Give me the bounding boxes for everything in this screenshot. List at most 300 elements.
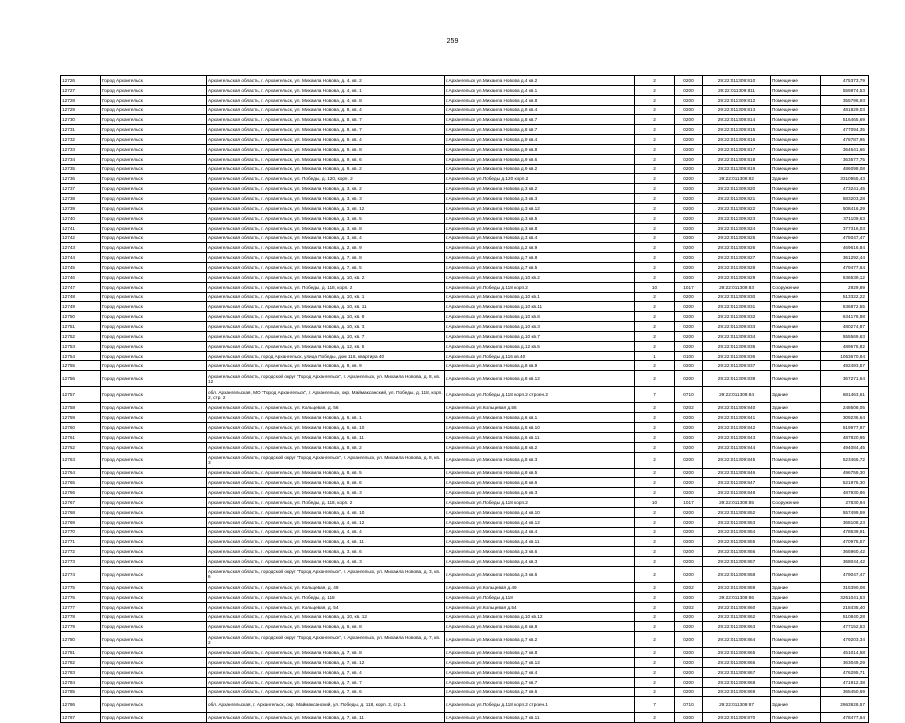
address: Архангельская область, г. Архангельск, ул. Михаила Новова, д. 8, кв. 5	[207, 468, 445, 478]
table-row	[61, 413, 869, 423]
cadastral-value: 3261041,53	[821, 592, 869, 602]
cadastral-number: 29:22:011309:824	[703, 223, 771, 233]
type-code: 0200	[675, 184, 703, 194]
cadastral-number: 29:22:011309:811	[703, 85, 771, 95]
type-code: 0202	[675, 582, 703, 592]
table-row	[61, 95, 869, 105]
cadastral-number: 29:22:011309:858	[703, 566, 771, 582]
address: Архангельская область, г. Архангельск, ул. Михаила Новова, д. 4, кв. 4	[207, 527, 445, 537]
row-number: 12738	[61, 194, 101, 204]
object-type: Помещение	[771, 223, 821, 233]
municipality: Город Архангельск	[101, 184, 207, 194]
short-address: г.Архангельск ул.Михаила Новова д.4 кв.3	[445, 557, 635, 567]
short-address: г.Архангельск ул.Михаила Новова д.12 кв.5	[445, 341, 635, 351]
cadastral-value: 361292,44	[821, 253, 869, 263]
table-row	[61, 135, 869, 145]
cadastral-number: 29:22:011309:842	[703, 423, 771, 433]
municipality: Город Архангельск	[101, 135, 207, 145]
short-address: г.Архангельск ул.Победы д.118	[445, 592, 635, 602]
row-number: 12787	[61, 713, 101, 723]
municipality: Город Архангельск	[101, 233, 207, 243]
row-number: 12732	[61, 135, 101, 145]
municipality: Город Архангельск	[101, 566, 207, 582]
municipality: Город Архангельск	[101, 351, 207, 361]
address: Архангельская область, г. Архангельск, ул. Михаила Новова, д. 10, кв. 11	[207, 302, 445, 312]
object-type: Помещение	[771, 677, 821, 687]
municipality: Город Архангельск	[101, 144, 207, 154]
row-number: 12740	[61, 213, 101, 223]
short-address: г.Архангельск ул.Победы д.118 корп.2 строен.1	[445, 697, 635, 713]
cadastral-number: 29:22:011309:813	[703, 105, 771, 115]
type-code: 1017	[675, 498, 703, 508]
cadastral-value: 557499,59	[821, 507, 869, 517]
municipality: Город Архангельск	[101, 557, 207, 567]
address: Архангельская область, г. Архангельск, ул. Михаила Новова, д. 7, кв. 4	[207, 667, 445, 677]
municipality: Город Архангельск	[101, 115, 207, 125]
object-type: Помещение	[771, 233, 821, 243]
municipality: Город Архангельск	[101, 687, 207, 697]
address: Архангельская область, г. Архангельск, ул. Михаила Новова, д. 9, кв. 6	[207, 154, 445, 164]
short-address: г.Архангельск ул.Михаила Новова д.3 кв.4	[445, 233, 635, 243]
cadastral-number: 29:22:011309:853	[703, 517, 771, 527]
short-address: г.Архангельск ул.Михаила Новова д.9 кв.8	[445, 144, 635, 154]
object-type: Помещение	[771, 105, 821, 115]
object-type: Здание	[771, 582, 821, 592]
table-row	[61, 527, 869, 537]
address: Архангельская область, городской округ "Город Архангельск", г. Архангельск, ул. Михаила Новова, д. 8, кв. 3	[207, 452, 445, 468]
cadastral-value: 309236,64	[821, 413, 869, 423]
object-type: Помещение	[771, 452, 821, 468]
object-type: Помещение	[771, 263, 821, 273]
cadastral-value: 27830,94	[821, 498, 869, 508]
object-type: Помещение	[771, 566, 821, 582]
table-row	[61, 125, 869, 135]
table-row	[61, 144, 869, 154]
short-address: г.Архангельск ул.Михаила Новова д.7 кв.8	[445, 253, 635, 263]
cadastral-value: 634178,98	[821, 312, 869, 322]
municipality: Город Архангельск	[101, 697, 207, 713]
address: Архангельская область, г. Архангельск, ул. Михаила Новова, д. 4, кв. 2	[207, 76, 445, 86]
cadastral-value: 536872,55	[821, 302, 869, 312]
cadastral-number: 29:22:011309:820	[703, 184, 771, 194]
type-code: 0200	[675, 478, 703, 488]
type-code: 0200	[675, 253, 703, 263]
cadastral-number: 29:22:011309:817	[703, 144, 771, 154]
cadastral-value: 486098,08	[821, 164, 869, 174]
short-address: г.Архангельск ул.Михаила Новова д.8 кв.2	[445, 442, 635, 452]
table-row	[61, 115, 869, 125]
cadastral-number: 29:22:011309:840	[703, 403, 771, 413]
group-code: 2	[635, 361, 675, 371]
type-code: 0200	[675, 361, 703, 371]
short-address: г.Архангельск ул.Кольцевая д.56	[445, 403, 635, 413]
object-type: Помещение	[771, 331, 821, 341]
group-code: 2	[635, 557, 675, 567]
cadastral-number: 29:22:011309:812	[703, 95, 771, 105]
cadastral-value: 368108,23	[821, 517, 869, 527]
type-code: 0200	[675, 537, 703, 547]
row-number: 12733	[61, 144, 101, 154]
group-code: 2	[635, 233, 675, 243]
type-code: 0200	[675, 85, 703, 95]
address: Архангельская область, г. Архангельск, ул. Михаила Новова, д. 8, кв. 6	[207, 478, 445, 488]
municipality: Город Архангельск	[101, 213, 207, 223]
group-code: 2	[635, 322, 675, 332]
row-number: 12783	[61, 667, 101, 677]
address: Архангельская область, г. Архангельск, ул. Михаила Новова, д. 9, кв. 4	[207, 135, 445, 145]
municipality: Город Архангельск	[101, 371, 207, 387]
group-code: 2	[635, 213, 675, 223]
group-code: 10	[635, 498, 675, 508]
group-code: 2	[635, 452, 675, 468]
object-type: Помещение	[771, 648, 821, 658]
object-type: Помещение	[771, 213, 821, 223]
type-code: 1017	[675, 282, 703, 292]
row-number: 12729	[61, 105, 101, 115]
table-row	[61, 76, 869, 86]
table-row	[61, 423, 869, 433]
short-address: г.Архангельск ул.Победы д.116 кв.40	[445, 351, 635, 361]
group-code: 2	[635, 622, 675, 632]
group-code: 2	[635, 677, 675, 687]
group-code: 2	[635, 547, 675, 557]
address: Архангельская область, г. Архангельск, ул. Михаила Новова, д. 2, кв. 9	[207, 243, 445, 253]
cadastral-number: 29:22:011309:823	[703, 213, 771, 223]
table-row	[61, 223, 869, 233]
table-row	[61, 361, 869, 371]
table-row	[61, 302, 869, 312]
object-type: Помещение	[771, 95, 821, 105]
row-number: 12737	[61, 184, 101, 194]
short-address: г.Архангельск ул.Михаила Новова д.4 кв.12	[445, 517, 635, 527]
row-number: 12728	[61, 95, 101, 105]
cadastral-number: 29:22:011309:810	[703, 76, 771, 86]
type-code: 0200	[675, 302, 703, 312]
object-type: Помещение	[771, 292, 821, 302]
cadastral-number: 29:22:011309:816	[703, 135, 771, 145]
table-row	[61, 341, 869, 351]
row-number: 12763	[61, 452, 101, 468]
cadastral-value: 355796,93	[821, 95, 869, 105]
type-code: 0200	[675, 341, 703, 351]
table-row	[61, 667, 869, 677]
short-address: г.Архангельск ул.Михаила Новова д.8 кв.5	[445, 468, 635, 478]
type-code: 0200	[675, 622, 703, 632]
short-address: г.Архангельск ул.Михаила Новова д.10 кв.12	[445, 612, 635, 622]
address: Архангельская область, г. Архангельск, ул. Михаила Новова, д. 7, кв. 12	[207, 658, 445, 668]
short-address: г.Архангельск ул.Михаила Новова д.8 кв.9	[445, 361, 635, 371]
table-row	[61, 331, 869, 341]
short-address: г.Архангельск ул.Михаила Новова д.3 кв.2	[445, 184, 635, 194]
short-address: г.Архангельск ул.Михаила Новова д.9 кв.4	[445, 135, 635, 145]
type-code: 0202	[675, 602, 703, 612]
address: Архангельская область, г. Архангельск, ул. Михаила Новова, д. 3, кв. 3	[207, 194, 445, 204]
municipality: Город Архангельск	[101, 302, 207, 312]
object-type: Помещение	[771, 442, 821, 452]
municipality: Город Архангельск	[101, 413, 207, 423]
short-address: г.Архангельск ул.Победы д.118 корп.2 строен.2	[445, 387, 635, 403]
municipality: Город Архангельск	[101, 125, 207, 135]
row-number: 12748	[61, 292, 101, 302]
address: Архангельская область, г. Архангельск, ул. Победы, д. 118, корп. 2	[207, 498, 445, 508]
address: Архангельская область, г. Архангельск, ул. Михаила Новова, д. 9, кв. 8	[207, 144, 445, 154]
group-code: 2	[635, 154, 675, 164]
table-row	[61, 547, 869, 557]
municipality: Город Архангельск	[101, 713, 207, 723]
cadastral-value: 371109,63	[821, 213, 869, 223]
type-code: 0200	[675, 76, 703, 86]
table-row	[61, 233, 869, 243]
row-number: 12771	[61, 537, 101, 547]
short-address: г.Архангельск ул.Михаила Новова д.10 кв.11	[445, 302, 635, 312]
short-address: г.Архангельск ул.Михаила Новова д.10 кв.7	[445, 331, 635, 341]
municipality: Город Архангельск	[101, 537, 207, 547]
short-address: г.Архангельск ул.Михаила Новова д.10 кв.8	[445, 312, 635, 322]
short-address: г.Архангельск ул.Михаила Новова д.7 кв.8	[445, 648, 635, 658]
cadastral-number: 29:22:011309:833	[703, 322, 771, 332]
type-code: 0200	[675, 164, 703, 174]
type-code: 0200	[675, 174, 703, 184]
cadastral-number: 29:22:011309:839	[703, 371, 771, 387]
group-code: 2	[635, 144, 675, 154]
address: обл. Архангельская, г. Архангельск, окр. Маймаксанский, ул. Победы, д. 118, корп. 2, стр. 1	[207, 697, 445, 713]
table-row	[61, 272, 869, 282]
cadastral-value: 365450,69	[821, 687, 869, 697]
row-number: 12786	[61, 697, 101, 713]
row-number: 12743	[61, 243, 101, 253]
row-number: 12782	[61, 658, 101, 668]
type-code: 0202	[675, 403, 703, 413]
cadastral-value: 364641,66	[821, 144, 869, 154]
type-code: 0710	[675, 387, 703, 403]
municipality: Город Архангельск	[101, 517, 207, 527]
cadastral-value: 477094,35	[821, 125, 869, 135]
cadastral-value: 218435,40	[821, 602, 869, 612]
cadastral-number: 29:22:011309:863	[703, 622, 771, 632]
address: Архангельская область, г. Архангельск, ул. Михаила Новова, д. 8, кв. 7	[207, 125, 445, 135]
address: Архангельская область, г. Архангельск, ул. Победы, д. 118	[207, 592, 445, 602]
type-code: 0200	[675, 648, 703, 658]
municipality: Город Архангельск	[101, 282, 207, 292]
type-code: 0200	[675, 423, 703, 433]
cadastral-number: 29:22:011309:862	[703, 612, 771, 622]
table-row	[61, 713, 869, 723]
cadastral-value: 555569,63	[821, 331, 869, 341]
cadastral-number: 29:22:011309:87	[703, 697, 771, 713]
row-number: 12778	[61, 612, 101, 622]
cadastral-value: 583203,28	[821, 194, 869, 204]
table-row	[61, 622, 869, 632]
type-code: 0200	[675, 687, 703, 697]
municipality: Город Архангельск	[101, 592, 207, 602]
cadastral-number: 29:22:011309:864	[703, 632, 771, 648]
row-number: 12779	[61, 622, 101, 632]
group-code: 2	[635, 115, 675, 125]
row-number: 12754	[61, 351, 101, 361]
address: Архангельская область, г. Архангельск, ул. Михаила Новова, д. 6, кв. 3	[207, 488, 445, 498]
row-number: 12747	[61, 282, 101, 292]
row-number: 12774	[61, 566, 101, 582]
row-number: 12769	[61, 517, 101, 527]
table-row	[61, 468, 869, 478]
object-type: Помещение	[771, 243, 821, 253]
row-number: 12768	[61, 507, 101, 517]
type-code: 0200	[675, 223, 703, 233]
municipality: Город Архангельск	[101, 498, 207, 508]
page-number: 259	[446, 38, 459, 45]
municipality: Город Архангельск	[101, 85, 207, 95]
group-code: 2	[635, 164, 675, 174]
type-code: 0200	[675, 125, 703, 135]
address: Архангельская область, г. Архангельск, ул. Михаила Новова, д. 8, кв. 9	[207, 361, 445, 371]
cadastral-number: 29:22:011309:86	[703, 592, 771, 602]
short-address: г.Архангельск ул.Михаила Новова д.7 кв.11	[445, 713, 635, 723]
table-row	[61, 403, 869, 413]
cadastral-number: 29:22:011309:852	[703, 507, 771, 517]
municipality: Город Архангельск	[101, 76, 207, 86]
object-type: Помещение	[771, 713, 821, 723]
municipality: Город Архангельск	[101, 527, 207, 537]
municipality: Город Архангельск	[101, 223, 207, 233]
cadastral-value: 367271,64	[821, 371, 869, 387]
row-number: 12784	[61, 677, 101, 687]
type-code: 0200	[675, 312, 703, 322]
row-number: 12739	[61, 203, 101, 213]
row-number: 12767	[61, 498, 101, 508]
table-row	[61, 154, 869, 164]
table-row	[61, 498, 869, 508]
type-code: 0200	[675, 263, 703, 273]
municipality: Город Архангельск	[101, 105, 207, 115]
group-code: 2	[635, 658, 675, 668]
cadastral-number: 29:22:011309:867	[703, 667, 771, 677]
cadastral-value: 478639,91	[821, 527, 869, 537]
group-code: 7	[635, 387, 675, 403]
group-code: 2	[635, 194, 675, 204]
type-code: 0200	[675, 203, 703, 213]
municipality: Город Архангельск	[101, 488, 207, 498]
row-number: 12753	[61, 341, 101, 351]
group-code: 2	[635, 135, 675, 145]
group-code: 2	[635, 184, 675, 194]
group-code: 2	[635, 76, 675, 86]
type-code: 0200	[675, 144, 703, 154]
type-code: 0200	[675, 507, 703, 517]
address: Архангельская область, г. Архангельск, ул. Михаила Новова, д. 3, кв. 2	[207, 184, 445, 194]
municipality: Город Архангельск	[101, 253, 207, 263]
short-address: г.Архангельск ул.Михаила Новова д.6 кв.11	[445, 432, 635, 442]
row-number: 12726	[61, 76, 101, 86]
cadastral-number: 29:22:011309:847	[703, 478, 771, 488]
group-code: 2	[635, 566, 675, 582]
object-type: Помещение	[771, 312, 821, 322]
type-code: 0200	[675, 527, 703, 537]
group-code: 2	[635, 312, 675, 322]
short-address: г.Архангельск ул.Михаила Новова д.7 кв.5	[445, 263, 635, 273]
row-number: 12781	[61, 648, 101, 658]
group-code: 2	[635, 413, 675, 423]
row-number: 12785	[61, 687, 101, 697]
row-number: 12752	[61, 331, 101, 341]
table-row	[61, 648, 869, 658]
type-code: 0200	[675, 632, 703, 648]
type-code: 0200	[675, 432, 703, 442]
municipality: Город Архангельск	[101, 547, 207, 557]
cadastral-value: 476295,71	[821, 667, 869, 677]
table-row	[61, 85, 869, 95]
row-number: 12775	[61, 582, 101, 592]
short-address: г.Архангельск ул.Михаила Новова д.3 кв.8	[445, 223, 635, 233]
cadastral-number: 29:22:011309:834	[703, 331, 771, 341]
cadastral-number: 29:22:011309:846	[703, 468, 771, 478]
group-code: 2	[635, 582, 675, 592]
table-row	[61, 697, 869, 713]
short-address: г.Архангельск ул.Михаила Новова д.6 кв.10	[445, 423, 635, 433]
address: Архангельская область, г. Архангельск, ул. Михаила Новова, д. 10, кв. 12	[207, 612, 445, 622]
object-type: Помещение	[771, 125, 821, 135]
type-code: 0200	[675, 105, 703, 115]
object-type: Здание	[771, 602, 821, 612]
object-type: Помещение	[771, 76, 821, 86]
row-number: 12727	[61, 85, 101, 95]
cadastral-value: 681463,61	[821, 387, 869, 403]
municipality: Город Архангельск	[101, 442, 207, 452]
table-row	[61, 557, 869, 567]
cadastral-number: 29:22:011309:857	[703, 557, 771, 567]
row-number: 12755	[61, 361, 101, 371]
cadastral-number: 29:22:011309:814	[703, 115, 771, 125]
group-code: 2	[635, 341, 675, 351]
cadastral-value: 368044,42	[821, 557, 869, 567]
address: Архангельская область, г. Архангельск, ул. Михаила Новова, д. 7, кв. 7	[207, 677, 445, 687]
table-row	[61, 612, 869, 622]
short-address: г.Архангельск ул.Михаила Новова д.6 кв.3	[445, 488, 635, 498]
address: Архангельская область, г. Архангельск, ул. Михаила Новова, д. 3, кв. 4	[207, 233, 445, 243]
object-type: Помещение	[771, 341, 821, 351]
municipality: Город Архангельск	[101, 423, 207, 433]
cadastral-value: 479477,64	[821, 263, 869, 273]
municipality: Город Архангельск	[101, 322, 207, 332]
cadastral-number: 29:22:011309:85	[703, 498, 771, 508]
object-type: Помещение	[771, 547, 821, 557]
group-code: 2	[635, 243, 675, 253]
table-row	[61, 174, 869, 184]
cadastral-value: 2963928,57	[821, 697, 869, 713]
short-address: г.Архангельск ул.Михаила Новова д.3 кв.3	[445, 194, 635, 204]
object-type: Помещение	[771, 632, 821, 648]
table-row	[61, 194, 869, 204]
group-code: 2	[635, 488, 675, 498]
row-number: 12761	[61, 432, 101, 442]
municipality: Город Архангельск	[101, 387, 207, 403]
address: Архангельская область, г. Архангельск, ул. Михаила Новова, д. 6, кв. 10	[207, 423, 445, 433]
row-number: 12777	[61, 602, 101, 612]
group-code: 2	[635, 478, 675, 488]
object-type: Помещение	[771, 371, 821, 387]
address: Архангельская область, г. Архангельск, ул. Михаила Новова, д. 8, кв. 2	[207, 442, 445, 452]
cadastral-number: 29:22:011309:819	[703, 164, 771, 174]
group-code: 2	[635, 507, 675, 517]
table-row	[61, 263, 869, 273]
row-number: 12764	[61, 468, 101, 478]
municipality: Город Архангельск	[101, 602, 207, 612]
type-code: 0200	[675, 517, 703, 527]
cadastral-value: 1063670,94	[821, 351, 869, 361]
object-type: Помещение	[771, 488, 821, 498]
municipality: Город Архангельск	[101, 194, 207, 204]
object-type: Помещение	[771, 154, 821, 164]
municipality: Город Архангельск	[101, 164, 207, 174]
